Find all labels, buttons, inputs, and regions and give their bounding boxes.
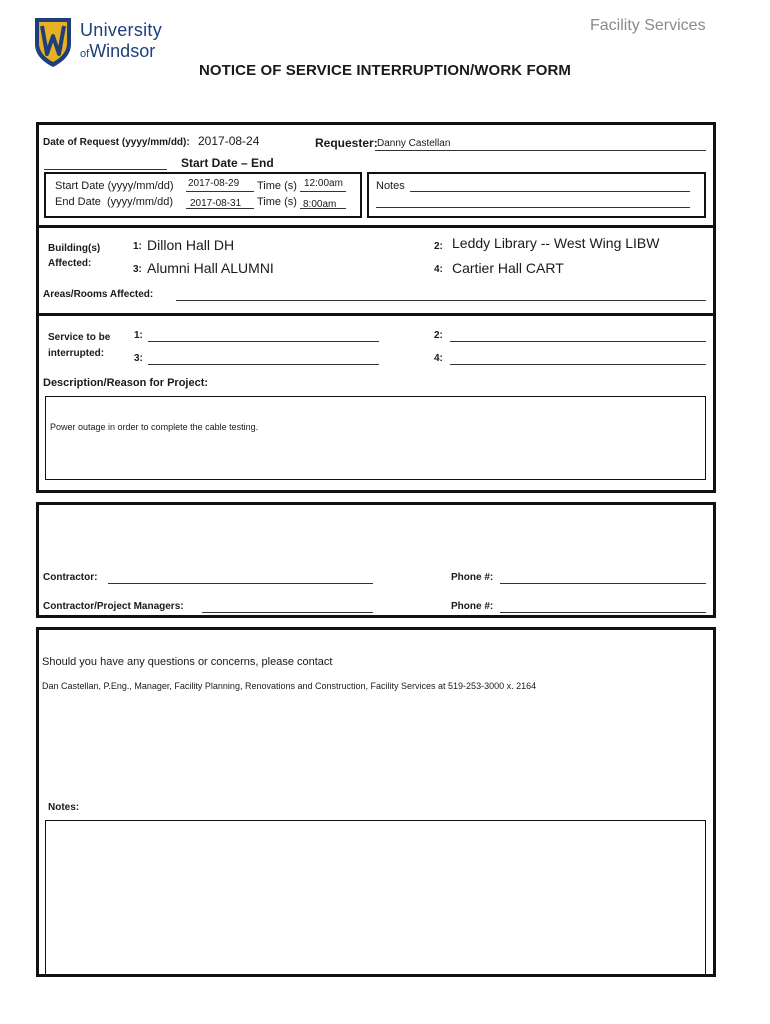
request-notes-line-1[interactable]: [410, 191, 690, 192]
notes-box[interactable]: [45, 820, 706, 977]
building-2-num: 2:: [434, 241, 443, 252]
date-of-request-value[interactable]: 2017-08-24: [198, 134, 260, 148]
notes-label: Notes:: [48, 802, 80, 813]
service-1-field[interactable]: [148, 341, 379, 342]
service-2-field[interactable]: [450, 341, 706, 342]
project-managers-label: Contractor/Project Managers:: [43, 601, 184, 612]
service-2-num: 2:: [434, 330, 443, 341]
contractor-phone-field[interactable]: [500, 583, 706, 584]
service-1-num: 1:: [134, 330, 143, 341]
buildings-services-divider: [38, 313, 714, 316]
logo-university-text: University: [80, 20, 163, 40]
service-label-line2: interrupted:: [48, 348, 105, 359]
building-4-name[interactable]: Cartier Hall CART: [452, 260, 564, 276]
requester-value[interactable]: Danny Castellan: [377, 138, 451, 149]
department-name: Facility Services: [590, 17, 706, 34]
service-label-line1: Service to be: [48, 332, 111, 343]
areas-rooms-label: Areas/Rooms Affected:: [43, 289, 154, 300]
service-4-num: 4:: [434, 353, 443, 364]
start-end-heading: Start Date – End: [181, 156, 274, 170]
building-2-name[interactable]: Leddy Library -- West Wing LIBW: [452, 235, 660, 251]
requester-underline: [375, 150, 706, 151]
start-time-value[interactable]: 12:00am: [304, 178, 343, 189]
shield-icon: [33, 16, 73, 68]
requester-label: Requester:: [315, 136, 378, 150]
logo-windsor-text: Windsor: [89, 41, 156, 61]
buildings-label-line1: Building(s): [48, 243, 101, 254]
end-date-value[interactable]: 2017-08-31: [190, 198, 242, 209]
building-1-num: 1:: [133, 241, 142, 252]
buildings-label-line2: Affected:: [48, 258, 92, 269]
building-3-num: 3:: [133, 264, 142, 275]
service-3-field[interactable]: [148, 364, 379, 365]
building-4-num: 4:: [434, 264, 443, 275]
description-label: Description/Reason for Project:: [43, 377, 209, 389]
contractor-label: Contractor:: [43, 572, 98, 583]
start-date-value[interactable]: 2017-08-29: [188, 178, 240, 189]
end-time-label: Time (s): [257, 196, 297, 208]
service-4-field[interactable]: [450, 364, 706, 365]
end-date-label: End Date (yyyy/mm/dd): [55, 196, 173, 208]
service-3-num: 3:: [134, 353, 143, 364]
end-date-underline: [186, 208, 254, 209]
logo-of-text: of: [80, 48, 90, 60]
start-end-underline: [44, 169, 167, 170]
request-notes-label: Notes: [376, 180, 405, 192]
description-box[interactable]: [45, 396, 706, 480]
start-date-underline: [186, 191, 254, 192]
date-of-request-label: Date of Request (yyyy/mm/dd):: [43, 137, 190, 148]
form-title: NOTICE OF SERVICE INTERRUPTION/WORK FORM: [198, 62, 572, 79]
end-time-value[interactable]: 8:00am: [303, 199, 337, 210]
contact-details: Dan Castellan, P.Eng., Manager, Facility Planning, Renovations and Construction, Facility Services at 519-253-3000 x. 2164: [42, 681, 537, 691]
start-time-label: Time (s): [257, 180, 297, 192]
request-notes-box: [367, 172, 706, 218]
areas-rooms-field[interactable]: [176, 300, 706, 301]
start-date-label: Start Date (yyyy/mm/dd): [55, 180, 174, 192]
managers-phone-label: Phone #:: [451, 601, 494, 612]
building-3-name[interactable]: Alumni Hall ALUMNI: [147, 260, 274, 276]
project-managers-field[interactable]: [202, 612, 373, 613]
building-1-name[interactable]: Dillon Hall DH: [147, 237, 235, 253]
request-notes-line-2[interactable]: [376, 207, 690, 208]
description-text: Power outage in order to complete the cable testing.: [50, 422, 259, 432]
start-time-underline: [300, 191, 346, 192]
contractor-field[interactable]: [108, 583, 373, 584]
contact-intro: Should you have any questions or concerns, please contact: [42, 656, 333, 668]
end-time-underline: [300, 208, 346, 209]
managers-phone-field[interactable]: [500, 612, 706, 613]
contractor-phone-label: Phone #:: [451, 572, 494, 583]
